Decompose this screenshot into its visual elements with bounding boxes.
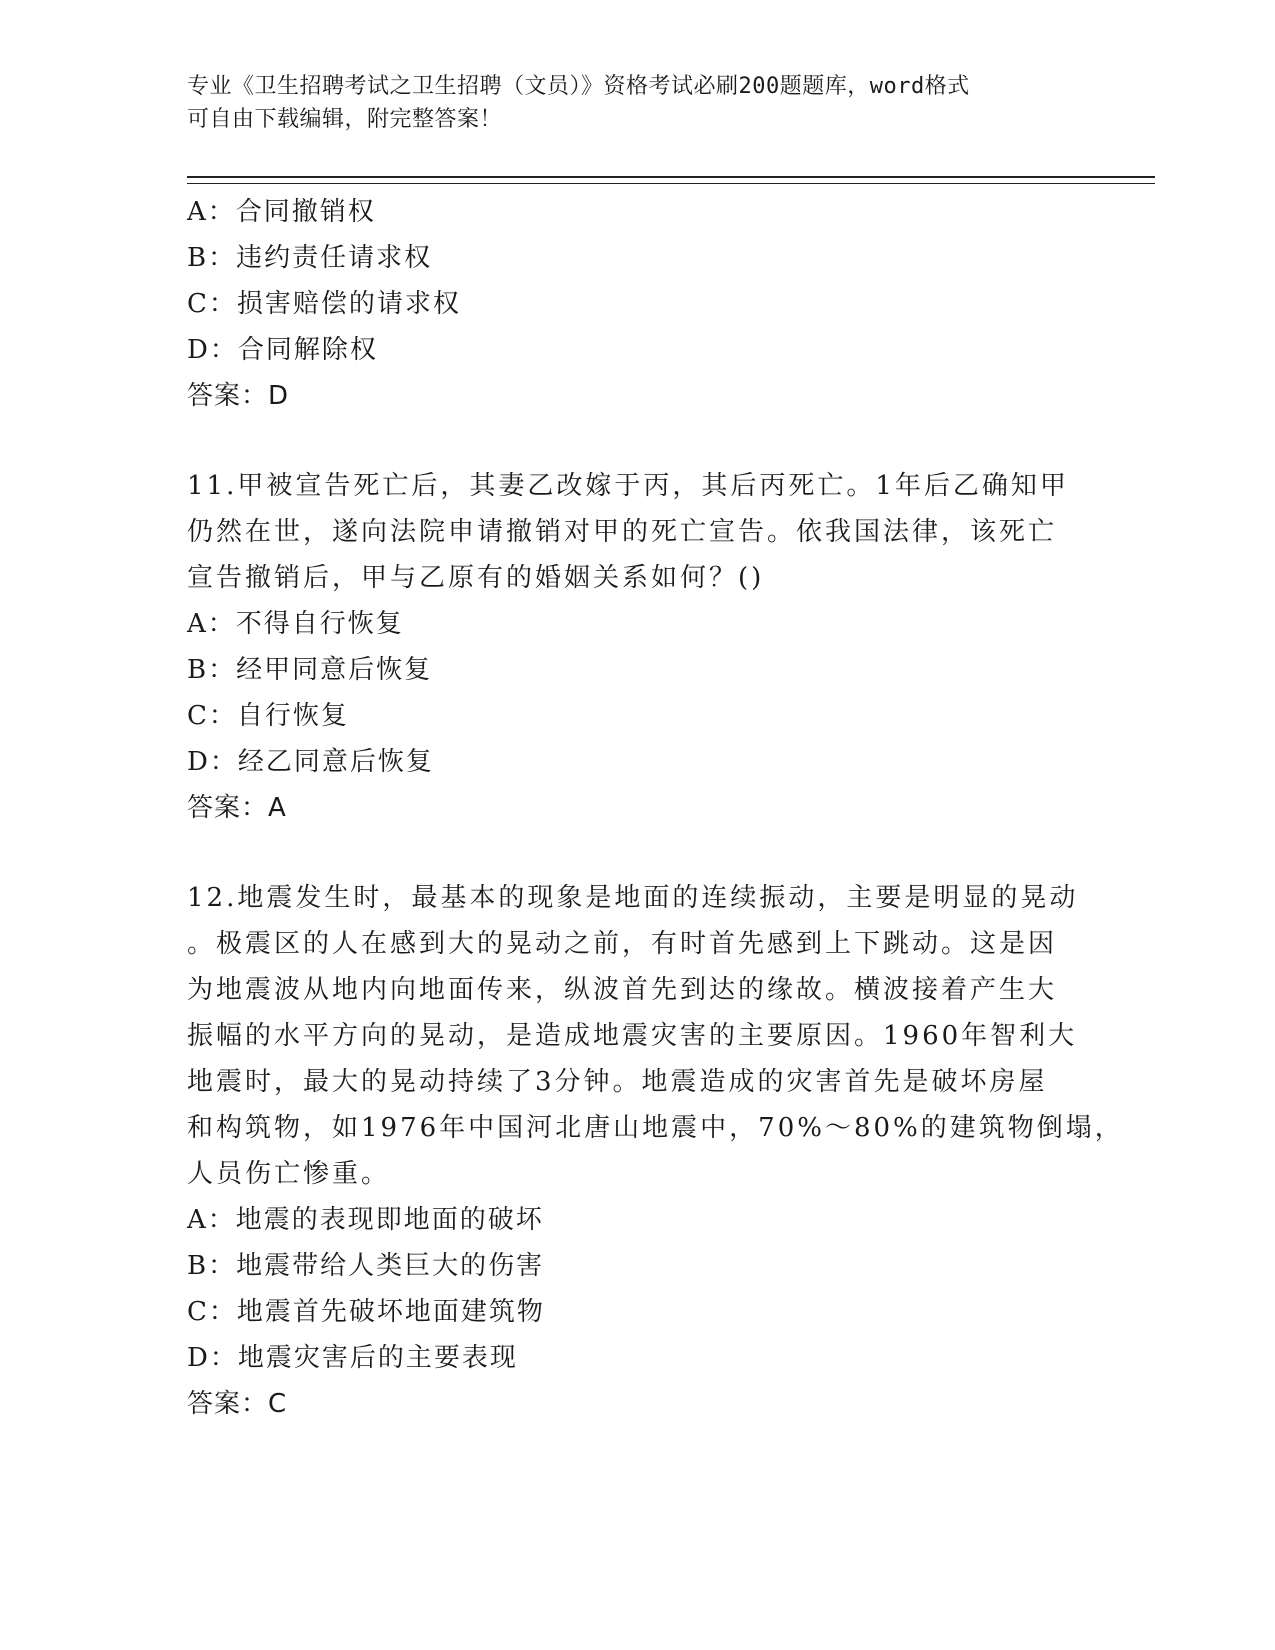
question-stem-line: 振幅的水平方向的晃动，是造成地震灾害的主要原因。1960年智利大 — [187, 1021, 1078, 1051]
header-line: 专业《卫生招聘考试之卫生招聘（文员）》资格考试必刷200题题库，word格式 — [187, 74, 970, 99]
spacer — [187, 831, 1087, 875]
answer: 答案：D — [187, 381, 290, 411]
page-header — [187, 70, 1087, 136]
question-stem-line: 地震时，最大的晃动持续了3分钟。地震造成的灾害首先是破坏房屋 — [187, 1067, 1048, 1097]
question-11 — [187, 463, 1087, 831]
answer: 答案：C — [187, 1389, 288, 1419]
option-c: C：自行恢复 — [187, 701, 349, 731]
question-stem-line: 仍然在世，遂向法院申请撤销对甲的死亡宣告。依我国法律，该死亡 — [187, 517, 1058, 547]
option-a: A：不得自行恢复 — [187, 609, 404, 639]
spacer — [187, 419, 1087, 463]
option-d: D：合同解除权 — [187, 335, 378, 365]
question-10 — [187, 189, 1087, 419]
question-stem-line: 12.地震发生时，最基本的现象是地面的连续振动，主要是明显的晃动 — [187, 883, 1079, 913]
document-body — [187, 189, 1124, 1427]
option-a: A：合同撤销权 — [187, 197, 376, 227]
question-stem-line: 为地震波从地内向地面传来，纵波首先到达的缘故。横波接着产生大 — [187, 975, 1058, 1005]
option-d: D：地震灾害后的主要表现 — [187, 1343, 518, 1373]
question-12 — [187, 875, 1124, 1427]
header-divider — [187, 176, 1155, 184]
option-d: D：经乙同意后恢复 — [187, 747, 434, 777]
option-b: B：经甲同意后恢复 — [187, 655, 433, 685]
question-stem-line: 。极震区的人在感到大的晃动之前，有时首先感到上下跳动。这是因 — [187, 929, 1058, 959]
option-b: B：违约责任请求权 — [187, 243, 433, 273]
option-b: B：地震带给人类巨大的伤害 — [187, 1251, 545, 1281]
question-stem-line: 宣告撤销后，甲与乙原有的婚姻关系如何？() — [187, 563, 765, 593]
option-c: C：地震首先破坏地面建筑物 — [187, 1297, 545, 1327]
question-stem-line: 11.甲被宣告死亡后，其妻乙改嫁于丙，其后丙死亡。1年后乙确知甲 — [187, 471, 1069, 501]
header-line: 可自由下载编辑，附完整答案！ — [187, 107, 503, 132]
answer: 答案：A — [187, 793, 287, 823]
option-c: C：损害赔偿的请求权 — [187, 289, 461, 319]
question-stem-line: 人员伤亡惨重。 — [187, 1159, 391, 1189]
question-stem-line: 和构筑物，如1976年中国河北唐山地震中，70%～80%的建筑物倒塌， — [187, 1113, 1124, 1143]
option-a: A：地震的表现即地面的破坏 — [187, 1205, 544, 1235]
